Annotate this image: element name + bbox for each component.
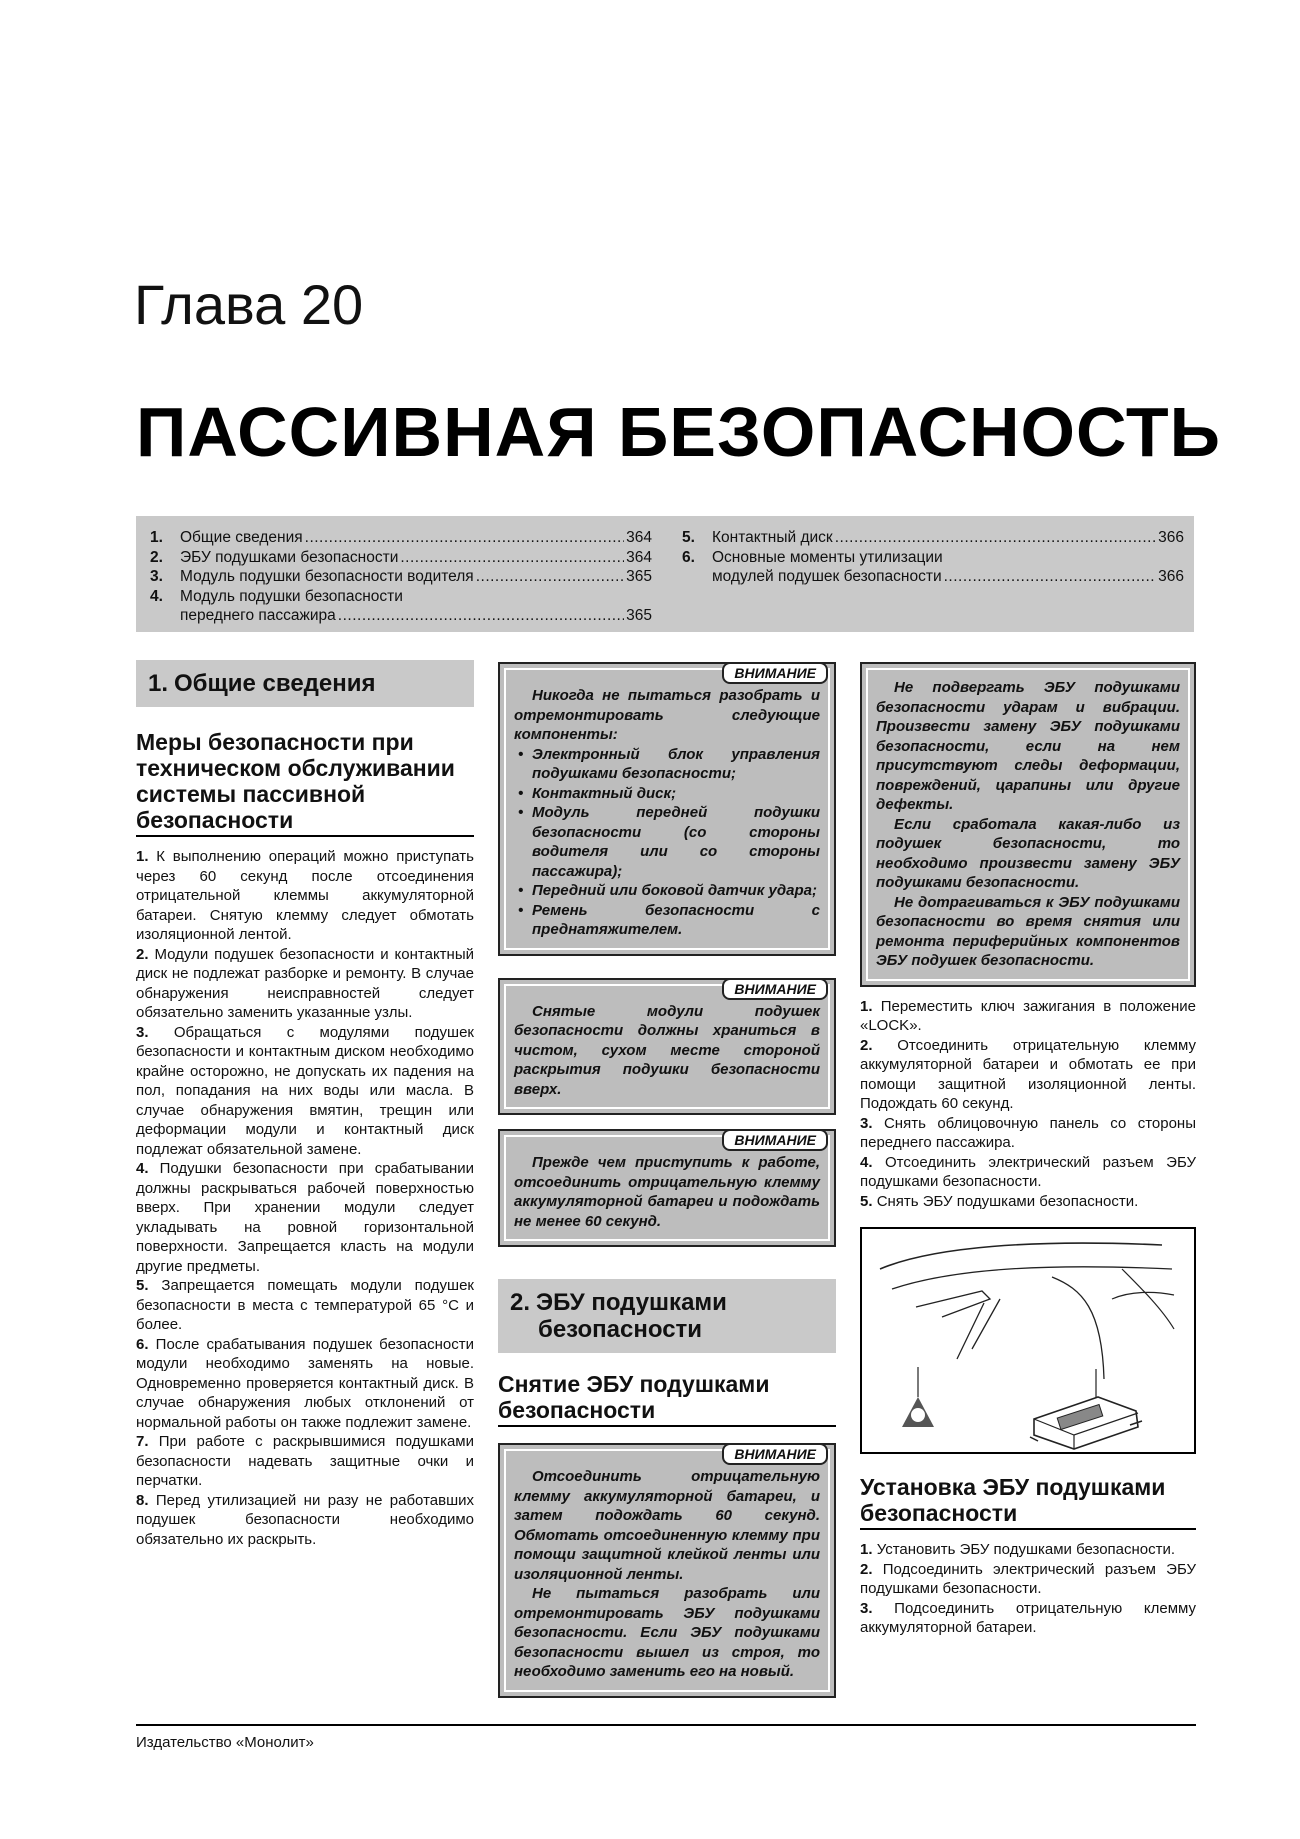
list-item-number: 2. bbox=[136, 945, 149, 963]
list-item-text: Отсоединить отрицательную клемму аккумуляторной батареи и обмотать ее при помощи защитной изоляционной ленты. Подождать 60 секунд. bbox=[860, 1036, 1196, 1112]
toc-item-number: 6. bbox=[682, 548, 695, 566]
list-item-number: 1. bbox=[860, 1541, 873, 1558]
toc-item-label: Общие сведения bbox=[180, 529, 303, 546]
warning-text: Никогда не пытаться разобрать и отремонтировать следующие компоненты: bbox=[514, 687, 820, 743]
list-item-number: 7. bbox=[136, 1433, 149, 1450]
warning-list-item: • Передний или боковой датчик удара; bbox=[514, 881, 820, 901]
toc-item-label: Модуль подушки безопасности водителя bbox=[180, 568, 474, 585]
section-heading bbox=[498, 1279, 836, 1353]
publisher-footer: Издательство «Монолит» bbox=[136, 1734, 314, 1751]
warning-note-body bbox=[504, 1449, 830, 1692]
list-item bbox=[860, 1153, 1196, 1192]
column-right bbox=[860, 660, 1196, 1638]
toc-leader-dots bbox=[400, 548, 624, 568]
column-middle bbox=[498, 660, 836, 1698]
section-number: 1. bbox=[148, 670, 169, 697]
list-item bbox=[860, 1114, 1196, 1153]
warning-note bbox=[498, 662, 836, 956]
toc-item[interactable] bbox=[682, 548, 1184, 568]
warning-list bbox=[514, 745, 820, 940]
toc-item-number: 1. bbox=[150, 529, 163, 546]
toc-item[interactable] bbox=[682, 528, 1184, 548]
toc-item-page: 364 bbox=[626, 548, 652, 566]
list-item-number: 4. bbox=[136, 1160, 149, 1177]
list-item-text: Перед утилизацией ни разу не работавших подушек безопасности необходимо обязательно их раскрыть. bbox=[136, 1491, 474, 1548]
removal-steps bbox=[860, 997, 1196, 1212]
toc-item-number: 2. bbox=[150, 548, 163, 566]
list-item-number: 2. bbox=[860, 1560, 873, 1578]
list-item-number: 3. bbox=[860, 1114, 873, 1132]
warning-note-body bbox=[504, 668, 830, 950]
table-of-contents bbox=[136, 516, 1194, 632]
column-left bbox=[136, 660, 474, 1549]
list-item bbox=[136, 1432, 474, 1491]
toc-item-label: Основные моменты утилизации bbox=[712, 548, 943, 566]
list-item-text: Подушки безопасности при срабатывании должны раскрываться рабочей поверхностью вверх. При хранении модули следует укладывать на ровной горизонтальной поверхности. Запрещается класть на модули другие предметы. bbox=[136, 1160, 474, 1275]
list-item-text: Снять ЭБУ подушками безопасности. bbox=[876, 1192, 1139, 1210]
toc-item[interactable] bbox=[150, 528, 652, 548]
list-item bbox=[136, 1335, 474, 1433]
list-item-number: 8. bbox=[136, 1491, 149, 1509]
list-item-text: Обращаться с модулями подушек безопасности и контактным диском необходимо крайне осторожно, не допускать их падения на пол, попадания на них воды или масла. В случае обнаружения вмятин, трещин или деформации модули и контактный диск подлежат обязательной замене. bbox=[136, 1023, 474, 1158]
list-item-text: Подсоединить отрицательную клемму аккумуляторной батареи. bbox=[860, 1599, 1196, 1636]
toc-item-label: модулей подушек безопасности bbox=[712, 568, 942, 585]
section-heading bbox=[136, 660, 474, 707]
toc-item[interactable] bbox=[150, 548, 652, 568]
warning-label: ВНИМАНИЕ bbox=[722, 1443, 828, 1465]
toc-item[interactable] bbox=[150, 587, 652, 607]
list-item-text: Подсоединить электрический разъем ЭБУ подушками безопасности. bbox=[860, 1560, 1196, 1597]
install-steps bbox=[860, 1540, 1196, 1638]
warning-text: Прежде чем приступить к работе, отсоединить отрицательную клемму аккумуляторной батареи и подождать не менее 60 секунд. bbox=[514, 1154, 820, 1230]
list-item bbox=[136, 1276, 474, 1335]
warning-list-item: • Электронный блок управления подушками безопасности; bbox=[514, 745, 820, 784]
toc-item-page: 365 bbox=[626, 607, 652, 624]
subsection-heading: Снятие ЭБУ подушками безопасности bbox=[498, 1371, 836, 1427]
list-item bbox=[860, 1540, 1196, 1560]
section-number: 2. bbox=[510, 1289, 531, 1316]
subsection-heading: Меры безопасности при техническом обслуживании системы пассивной безопасности bbox=[136, 729, 474, 837]
list-item-number: 3. bbox=[136, 1023, 149, 1041]
toc-item-number: 3. bbox=[150, 568, 163, 585]
toc-leader-dots bbox=[338, 606, 624, 626]
list-item-number: 4. bbox=[860, 1153, 873, 1171]
warning-label: ВНИМАНИЕ bbox=[722, 662, 828, 684]
list-item bbox=[860, 1192, 1196, 1212]
toc-leader-dots bbox=[835, 528, 1156, 548]
toc-item-continuation[interactable] bbox=[682, 567, 1184, 587]
warning-note-body bbox=[504, 984, 830, 1110]
toc-item-label: Контактный диск bbox=[712, 529, 833, 546]
warning-note bbox=[498, 1129, 836, 1247]
warning-note bbox=[498, 1443, 836, 1698]
list-item-text: К выполнению операций можно приступать через 60 секунд после отсоединения отрицательной клеммы аккумуляторной батареи. Снятую клемму следует обмотать изоляционной лентой. bbox=[136, 848, 474, 943]
list-item-text: Запрещается помещать модули подушек безопасности в места с температурой 65 °С и более. bbox=[136, 1277, 474, 1333]
toc-item-page: 366 bbox=[1158, 529, 1184, 546]
warning-list-item: • Контактный диск; bbox=[514, 784, 820, 804]
warning-label: ВНИМАНИЕ bbox=[722, 978, 828, 1000]
toc-leader-dots bbox=[305, 528, 624, 548]
toc-item-continuation[interactable] bbox=[150, 606, 652, 626]
toc-item-page: 365 bbox=[626, 568, 652, 585]
toc-item-page: 364 bbox=[626, 529, 652, 546]
list-item-text: При работе с раскрывшимися подушками безопасности надевать защитные очки и перчатки. bbox=[136, 1433, 474, 1489]
list-item-number: 6. bbox=[136, 1335, 149, 1353]
list-item bbox=[136, 847, 474, 945]
list-item bbox=[136, 945, 474, 1023]
list-item-text: Снять облицовочную панель со стороны переднего пассажира. bbox=[860, 1114, 1196, 1151]
section-title: Общие сведения bbox=[174, 670, 376, 697]
list-item-number: 5. bbox=[136, 1277, 149, 1294]
list-item bbox=[136, 1491, 474, 1550]
toc-left-column bbox=[150, 528, 652, 626]
list-item-number: 1. bbox=[136, 848, 149, 865]
subsection-heading: Установка ЭБУ подушками безопасности bbox=[860, 1474, 1196, 1530]
footer-divider bbox=[136, 1724, 1196, 1726]
page-title: ПАССИВНАЯ БЕЗОПАСНОСТЬ bbox=[136, 393, 1221, 471]
toc-item[interactable] bbox=[150, 567, 652, 587]
toc-item-label: переднего пассажира bbox=[180, 607, 336, 624]
list-item bbox=[860, 1599, 1196, 1638]
list-item-number: 3. bbox=[860, 1599, 873, 1617]
list-item-text: Переместить ключ зажигания в положение «LOCK». bbox=[860, 997, 1196, 1034]
toc-leader-dots bbox=[476, 567, 624, 587]
toc-item-page: 366 bbox=[1158, 568, 1184, 585]
list-item-text: После срабатывания подушек безопасности модули необходимо заменять на новые. Одновременно проверяется контактный диск. В случае обнаружения любых отклонений от нормальной работы он также подлежит замене. bbox=[136, 1335, 474, 1431]
list-item-text: Модули подушек безопасности и контактный диск не подлежат разборке и ремонту. В случае обнаружения неисправностей следует обязательно заменить указанные узлы. bbox=[136, 945, 474, 1021]
toc-item-label: Модуль подушки безопасности bbox=[180, 587, 403, 605]
list-item bbox=[860, 997, 1196, 1036]
warning-text: Не пытаться разобрать или отремонтировать ЭБУ подушками безопасности. Если ЭБУ подушками безопасности вышел из строя, то необходимо заменить его на новый. bbox=[514, 1585, 820, 1680]
list-item-number: 5. bbox=[860, 1192, 873, 1210]
list-item bbox=[136, 1159, 474, 1276]
safety-list bbox=[136, 847, 474, 1549]
list-item bbox=[860, 1560, 1196, 1599]
toc-right-column bbox=[682, 528, 1184, 587]
ecu-location-drawing bbox=[862, 1229, 1194, 1452]
list-item-text: Отсоединить электрический разъем ЭБУ подушками безопасности. bbox=[860, 1153, 1196, 1190]
warning-text: Если сработала какая-либо из подушек безопасности, то необходимо произвести замену ЭБУ подушками безопасности. bbox=[876, 815, 1180, 891]
chapter-label: Глава 20 bbox=[134, 273, 364, 336]
warning-note-body bbox=[866, 668, 1190, 981]
list-item-number: 2. bbox=[860, 1036, 873, 1054]
warning-list-item: • Ремень безопасности с преднатяжителем. bbox=[514, 901, 820, 940]
section-title: ЭБУ подушками безопасности bbox=[536, 1289, 727, 1343]
warning-note bbox=[498, 978, 836, 1116]
list-item-text: Установить ЭБУ подушками безопасности. bbox=[876, 1541, 1176, 1558]
toc-leader-dots bbox=[944, 567, 1157, 587]
warning-label: ВНИМАНИЕ bbox=[722, 1129, 828, 1151]
toc-item-label: ЭБУ подушками безопасности bbox=[180, 548, 399, 566]
warning-text: Не подвергать ЭБУ подушками безопасности ударам и вибрации. Произвести замену ЭБУ подушками безопасности, если на нем присутствуют следы деформации, повреждений, царапины или другие дефекты. bbox=[876, 679, 1180, 813]
warning-text: Не дотрагиваться к ЭБУ подушками безопасности во время снятия или ремонта периферийных компонентов ЭБУ подушек безопасности. bbox=[876, 893, 1180, 969]
list-item bbox=[136, 1023, 474, 1160]
ecu-module-icon bbox=[1030, 1397, 1142, 1449]
list-item bbox=[860, 1036, 1196, 1114]
warning-note bbox=[860, 662, 1196, 987]
list-item-number: 1. bbox=[860, 997, 873, 1015]
toc-item-number: 4. bbox=[150, 587, 163, 605]
warning-list-item: • Модуль передней подушки безопасности (со стороны водителя или со стороны пассажира); bbox=[514, 803, 820, 881]
warning-text: Отсоединить отрицательную клемму аккумуляторной батареи, и затем подождать 60 секунд. Обмотать отсоединенную клемму при помощи защитной клейкой ленты или изоляционной ленты. bbox=[514, 1468, 820, 1583]
toc-item-number: 5. bbox=[682, 529, 695, 546]
ecu-location-figure bbox=[860, 1227, 1196, 1454]
warning-text: Снятые модули подушек безопасности должны храниться в чистом, сухом месте стороной раскрытия подушки безопасности вверх. bbox=[514, 1002, 820, 1098]
